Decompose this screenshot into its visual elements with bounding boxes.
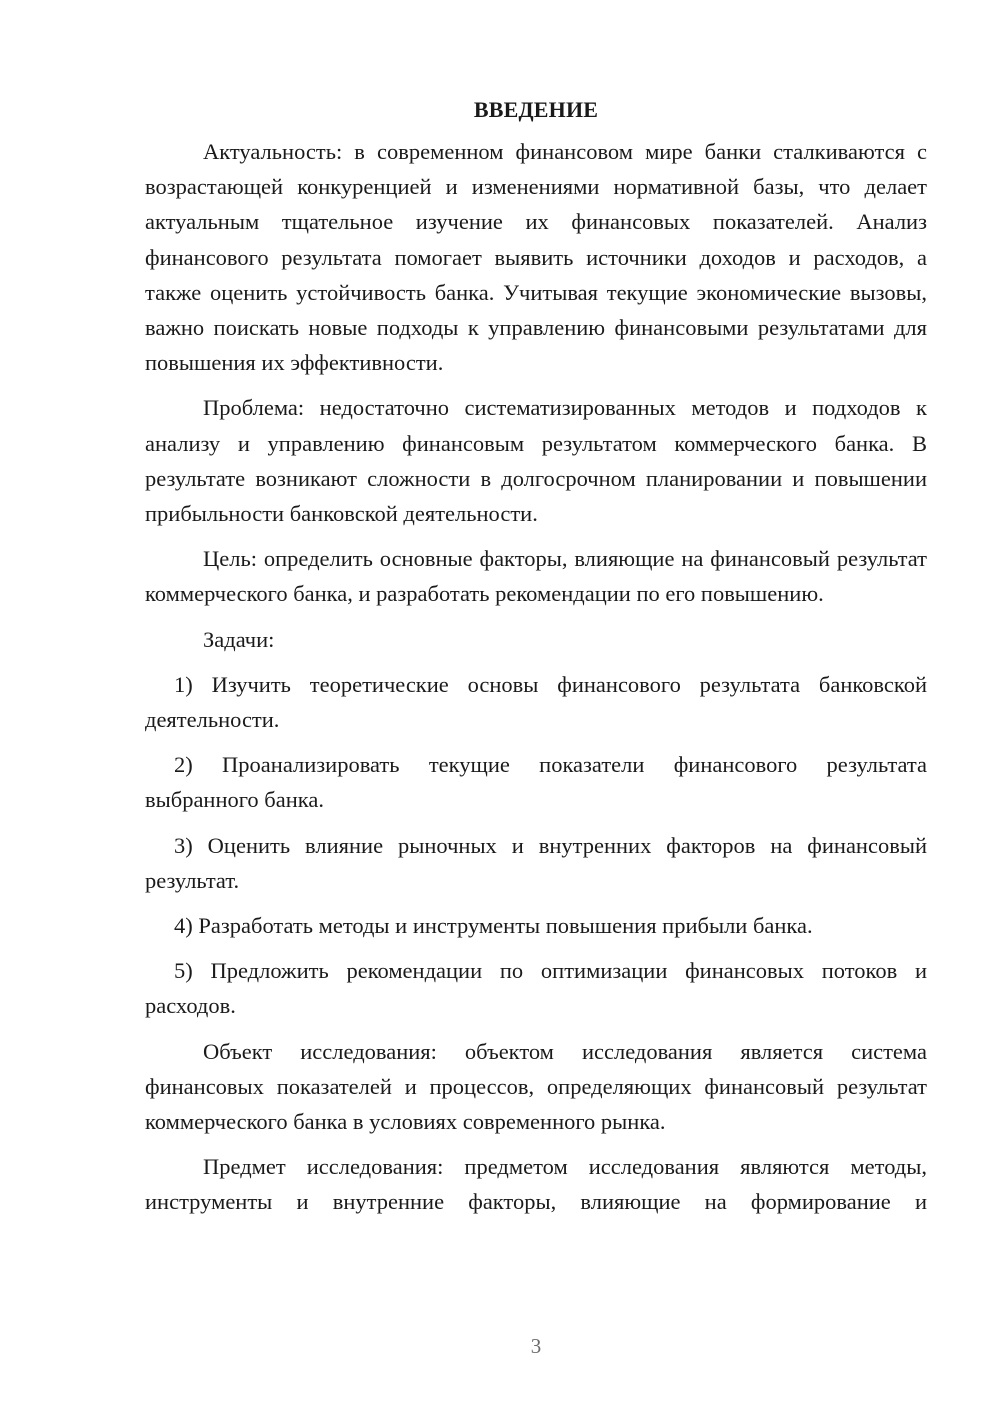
document-page: [145, 92, 927, 1230]
tasks-label: Задачи:: [203, 626, 275, 652]
task-item-1: 1) Изучить теоретические основы финансового результата банковской деятельности.: [145, 671, 927, 733]
task-item-3: 3) Оценить влияние рыночных и внутренних факторов на финансовый результат.: [145, 832, 927, 893]
paragraph-problem: Проблема: недостаточно систематизированных методов и подходов к анализу и управлению финансовым результатом коммерческого банка. В результате возникают сложности в долгосрочном планировании и повышении прибыльности банковской деятельности.: [145, 395, 927, 527]
task-item-2: 2) Проанализировать текущие показатели финансового результата выбранного банка.: [145, 752, 927, 813]
paragraph-relevance: Актуальность: в современном финансовом мире банки сталкиваются с возрастающей конкуренцией и изменениями нормативной базы, что делает актуальным тщательное изучение их финансовых показателей. Анализ финансового результата помогает выявить источники доходов и расходов, а также оценить устойчивость банка. Учитывая текущие экономические вызовы, важно поискать новые подходы к управлению финансовыми результатами для повышения их эффективности.: [145, 139, 927, 376]
page-number: 3: [530, 1334, 542, 1358]
task-item-4: 4) Разработать методы и инструменты повышения прибыли банка.: [174, 913, 813, 939]
paragraph-object: Объект исследования: объектом исследования является система финансовых показателей и процессов, определяющих финансовый результат коммерческого банка в условиях современного рынка.: [145, 1038, 927, 1135]
section-heading: ВВЕДЕНИЕ: [473, 97, 599, 122]
task-item-5: 5) Предложить рекомендации по оптимизации финансовых потоков и расходов.: [145, 958, 927, 1019]
paragraph-subject: Предмет исследования: предметом исследования являются методы, инструменты и внутренние факторы, влияющие на формирование и: [145, 1154, 927, 1215]
paragraph-goal: Цель: определить основные факторы, влияющие на финансовый результат коммерческого банка, и разработать рекомендации по его повышению.: [145, 546, 927, 607]
